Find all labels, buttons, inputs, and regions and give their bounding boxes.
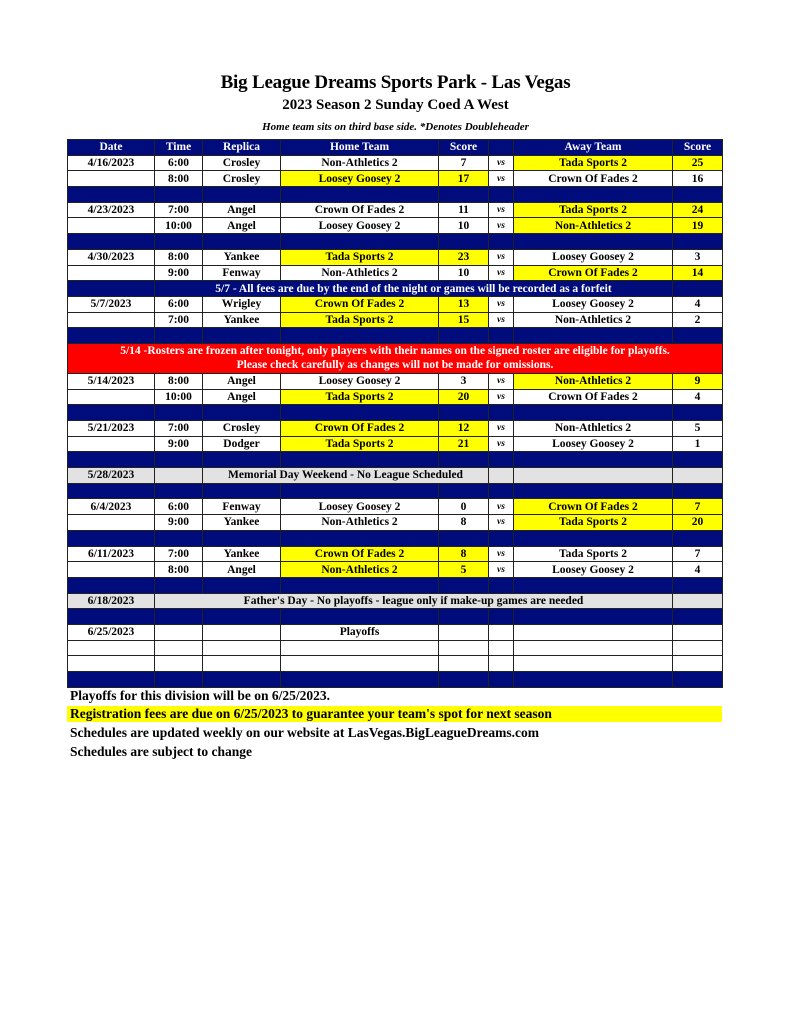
away-score: 2 [673,312,723,328]
column-header-home-score: Score [439,140,489,156]
playoffs-date: 6/25/2023 [68,624,155,640]
table-header-row [68,140,723,156]
game-replica: Wrigley [203,296,281,312]
home-team: Non-Athletics 2 [281,562,439,578]
game-replica: Yankee [203,249,281,265]
away-score: 7 [673,499,723,515]
game-replica: Dodger [203,436,281,452]
game-date [68,515,155,531]
home-team: Loosey Goosey 2 [281,373,439,389]
game-replica: Fenway [203,499,281,515]
vs-label: vs [489,389,514,405]
memorial-day-notice: Memorial Day Weekend - No League Scheduled [203,468,489,484]
game-date: 5/14/2023 [68,373,155,389]
home-score: 11 [439,202,489,218]
home-team: Non-Athletics 2 [281,265,439,281]
game-time: 7:00 [155,202,203,218]
away-team: Non-Athletics 2 [514,312,673,328]
away-team: Non-Athletics 2 [514,421,673,437]
separator-row [68,405,723,421]
home-team: Loosey Goosey 2 [281,171,439,187]
away-score: 4 [673,389,723,405]
game-date: 5/21/2023 [68,421,155,437]
game-row [68,218,723,234]
game-replica: Angel [203,562,281,578]
game-time: 7:00 [155,312,203,328]
away-score: 7 [673,546,723,562]
away-score: 1 [673,436,723,452]
fathers-day-row [68,593,723,609]
game-replica: Crosley [203,155,281,171]
home-team: Loosey Goosey 2 [281,218,439,234]
empty-row [68,656,723,672]
game-time: 6:00 [155,296,203,312]
vs-label: vs [489,373,514,389]
home-team: Tada Sports 2 [281,389,439,405]
column-header-away-score: Score [673,140,723,156]
vs-label: vs [489,546,514,562]
playoffs-row [68,624,723,640]
game-date [68,218,155,234]
roster-notice-line-2: Please check carefully as changes will not be made for omissions. [236,359,554,372]
away-score: 4 [673,562,723,578]
away-score: 3 [673,249,723,265]
game-time: 10:00 [155,389,203,405]
vs-label: vs [489,155,514,171]
home-score: 10 [439,218,489,234]
away-score: 5 [673,421,723,437]
game-date [68,436,155,452]
game-time: 7:00 [155,421,203,437]
column-header-replica: Replica [203,140,281,156]
playoffs-label: Playoffs [281,624,439,640]
game-time: 7:00 [155,546,203,562]
game-time: 9:00 [155,265,203,281]
home-team: Tada Sports 2 [281,436,439,452]
separator-row [68,328,723,344]
home-score: 10 [439,265,489,281]
home-team: Tada Sports 2 [281,312,439,328]
game-date: 6/4/2023 [68,499,155,515]
game-time: 6:00 [155,499,203,515]
home-team: Tada Sports 2 [281,249,439,265]
separator-row [68,483,723,499]
game-replica: Crosley [203,421,281,437]
game-replica: Angel [203,218,281,234]
playoffs-info: Playoffs for this division will be on 6/25/2023. [70,688,331,703]
game-row [68,436,723,452]
away-team: Crown Of Fades 2 [514,389,673,405]
away-team: Tada Sports 2 [514,155,673,171]
game-row [68,265,723,281]
fathers-day-notice: Father's Day - No playoffs - league only if make-up games are needed [155,593,673,609]
game-time: 6:00 [155,155,203,171]
home-score: 7 [439,155,489,171]
away-team: Crown Of Fades 2 [514,265,673,281]
away-team: Tada Sports 2 [514,202,673,218]
game-date [68,171,155,187]
roster-notice-row [68,343,723,373]
game-time: 8:00 [155,171,203,187]
away-team: Crown Of Fades 2 [514,171,673,187]
game-replica: Fenway [203,265,281,281]
memorial-day-date: 5/28/2023 [68,468,155,484]
separator-row [68,452,723,468]
game-row [68,562,723,578]
home-team: Crown Of Fades 2 [281,421,439,437]
separator-row [68,672,723,688]
home-team: Non-Athletics 2 [281,515,439,531]
game-row [68,249,723,265]
game-row [68,546,723,562]
vs-label: vs [489,312,514,328]
separator-row [68,187,723,203]
home-team: Loosey Goosey 2 [281,499,439,515]
game-date: 4/16/2023 [68,155,155,171]
away-team: Non-Athletics 2 [514,218,673,234]
fees-notice: 5/7 - All fees are due by the end of the night or games will be recorded as a forfeit [155,281,673,297]
game-row [68,171,723,187]
schedule-table [67,139,723,688]
away-team: Loosey Goosey 2 [514,296,673,312]
page-subtitle: 2023 Season 2 Sunday Coed A West [282,97,509,113]
game-replica: Yankee [203,312,281,328]
home-score: 21 [439,436,489,452]
game-replica: Angel [203,373,281,389]
page-title: Big League Dreams Sports Park - Las Vegas [220,72,571,93]
column-header-home-team: Home Team [281,140,439,156]
away-score: 20 [673,515,723,531]
vs-label: vs [489,265,514,281]
home-score: 17 [439,171,489,187]
home-score: 8 [439,546,489,562]
game-date [68,562,155,578]
game-date: 4/23/2023 [68,202,155,218]
empty-row [68,640,723,656]
game-row [68,515,723,531]
game-row [68,389,723,405]
game-row [68,296,723,312]
home-score: 23 [439,249,489,265]
home-score: 5 [439,562,489,578]
separator-row [68,577,723,593]
game-replica: Yankee [203,546,281,562]
game-row [68,202,723,218]
vs-label: vs [489,499,514,515]
away-team: Loosey Goosey 2 [514,249,673,265]
game-time: 10:00 [155,218,203,234]
game-row [68,373,723,389]
game-date: 5/7/2023 [68,296,155,312]
away-team: Crown Of Fades 2 [514,499,673,515]
home-score: 8 [439,515,489,531]
vs-label: vs [489,296,514,312]
game-time: 8:00 [155,373,203,389]
game-row [68,499,723,515]
away-score: 24 [673,202,723,218]
away-team: Non-Athletics 2 [514,373,673,389]
vs-label: vs [489,218,514,234]
roster-notice-line-1: 5/14 -Rosters are frozen after tonight, only players with their names on the signed roster are eligible for playoffs. [120,345,670,358]
column-header-away-team: Away Team [514,140,673,156]
game-date: 4/30/2023 [68,249,155,265]
memorial-day-row [68,468,723,484]
away-team: Tada Sports 2 [514,546,673,562]
column-header-date: Date [68,140,155,156]
home-score: 3 [439,373,489,389]
away-team: Loosey Goosey 2 [514,562,673,578]
home-team: Crown Of Fades 2 [281,546,439,562]
change-disclaimer: Schedules are subject to change [70,744,252,759]
home-score: 15 [439,312,489,328]
game-date [68,312,155,328]
separator-row [68,530,723,546]
home-team: Non-Athletics 2 [281,155,439,171]
website-info: Schedules are updated weekly on our website at LasVegas.BigLeagueDreams.com [70,725,540,740]
home-score: 13 [439,296,489,312]
home-team: Crown Of Fades 2 [281,296,439,312]
game-row [68,312,723,328]
vs-label: vs [489,249,514,265]
home-score: 0 [439,499,489,515]
game-row [68,155,723,171]
home-team: Crown Of Fades 2 [281,202,439,218]
column-header-time: Time [155,140,203,156]
away-score: 4 [673,296,723,312]
away-score: 14 [673,265,723,281]
game-replica: Angel [203,389,281,405]
away-team: Tada Sports 2 [514,515,673,531]
vs-label: vs [489,171,514,187]
home-score: 12 [439,421,489,437]
column-header-vs [489,140,514,156]
vs-label: vs [489,202,514,218]
vs-label: vs [489,421,514,437]
game-replica: Angel [203,202,281,218]
game-time: 8:00 [155,249,203,265]
separator-row [68,234,723,250]
vs-label: vs [489,562,514,578]
game-time: 9:00 [155,436,203,452]
game-replica: Yankee [203,515,281,531]
game-date [68,389,155,405]
away-score: 9 [673,373,723,389]
vs-label: vs [489,436,514,452]
separator-row [68,609,723,625]
game-time: 9:00 [155,515,203,531]
game-time: 8:00 [155,562,203,578]
game-row [68,421,723,437]
away-score: 25 [673,155,723,171]
home-score: 20 [439,389,489,405]
game-replica: Crosley [203,171,281,187]
game-date: 6/11/2023 [68,546,155,562]
game-date [68,265,155,281]
fathers-day-date: 6/18/2023 [68,593,155,609]
schedule-note: Home team sits on third base side. *Denotes Doubleheader [262,121,529,133]
registration-notice: Registration fees are due on 6/25/2023 to guarantee your team's spot for next season [67,706,722,722]
vs-label: vs [489,515,514,531]
away-score: 19 [673,218,723,234]
away-score: 16 [673,171,723,187]
away-team: Loosey Goosey 2 [514,436,673,452]
fees-notice-row [68,281,723,297]
